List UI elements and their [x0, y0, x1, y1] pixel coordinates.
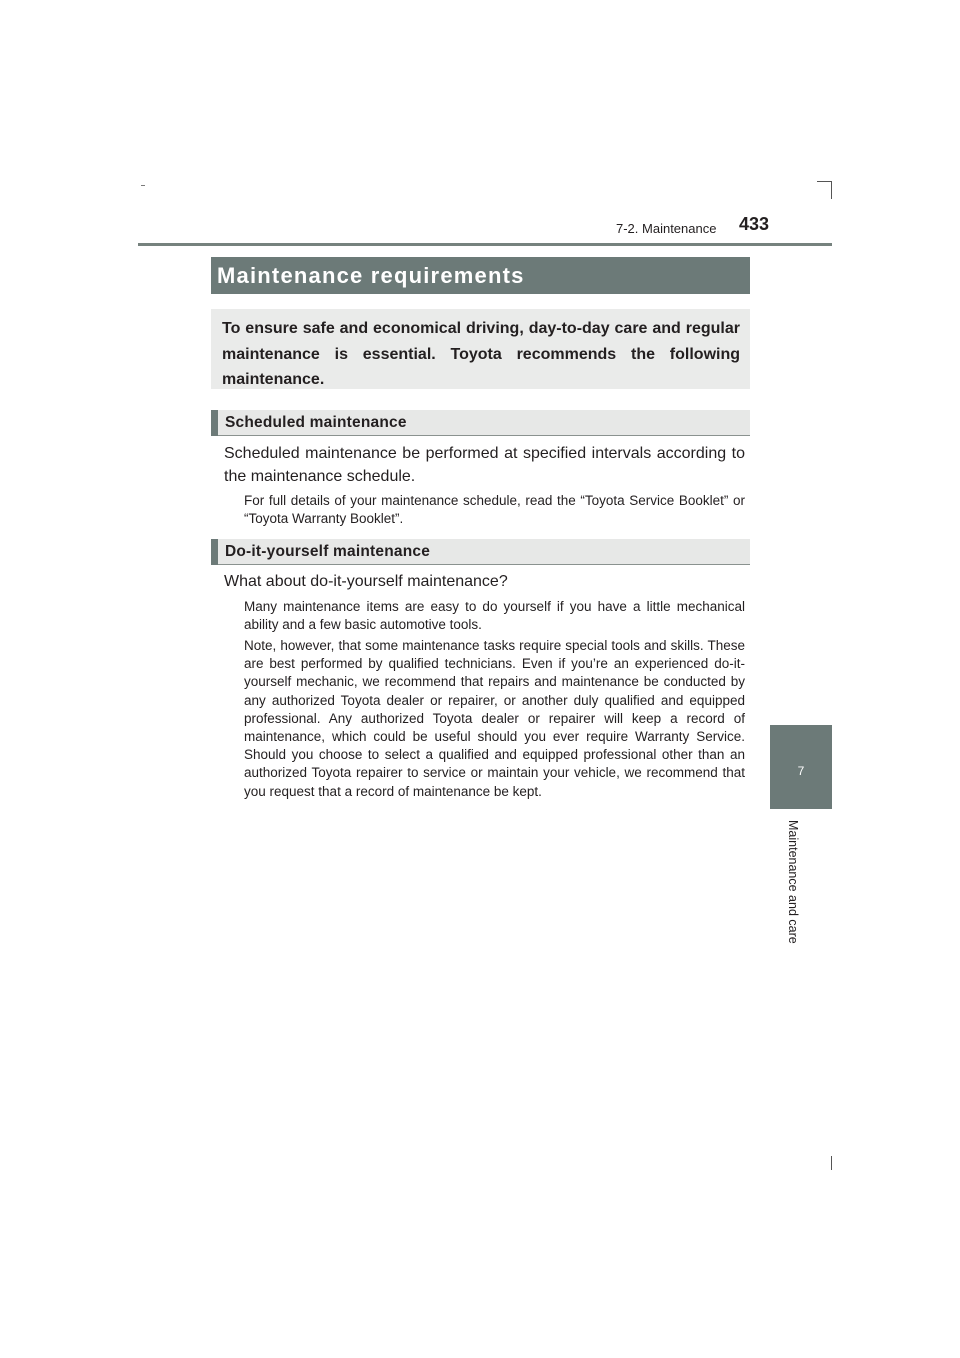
diy-note-2: Note, however, that some maintenance tasks require special tools and skills. These are best performed by qualified technicians. Even if you’re an experienced do-it-yourself mechanic, we recommend that repairs and maintenance be conducted by any authorized Toyota dealer or repairer, or another duly qualified and equipped professional. Any authorized Toyota dealer or repairer will keep a record of maintenance, which could be useful should you ever require Warranty Service. Should you choose to select a qualified and equipped professional other than an authorized Toyota repairer to service or maintain your vehicle, we recommend that you request that a record of maintenance be kept. [244, 638, 745, 799]
crop-mark-bottom-right [831, 1156, 832, 1170]
chapter-tab [770, 725, 832, 809]
section-heading-label: Scheduled maintenance [225, 414, 407, 431]
page-title: Maintenance requirements [211, 257, 750, 294]
scheduled-lead-text: Scheduled maintenance be performed at specified intervals according to the maintenance schedule. [224, 445, 745, 485]
scheduled-note: For full details of your maintenance schedule, read the “Toyota Service Booklet” or “Toyota Warranty Booklet”. [244, 493, 745, 527]
running-header-section: 7-2. Maintenance [616, 221, 717, 236]
chapter-tab-number: 7 [797, 764, 805, 778]
section-heading-marker [211, 539, 218, 565]
crop-mark-left [141, 185, 145, 186]
crop-mark-top-right-vertical [831, 181, 832, 199]
section-heading-diy [211, 539, 750, 565]
section-heading-label: Do-it-yourself maintenance [225, 543, 431, 560]
header-rule [138, 243, 832, 246]
intro-box: To ensure safe and economical driving, day-to-day care and regular maintenance is essential. Toyota recommends the following maintenance. [211, 309, 750, 389]
crop-mark-top-right-horizontal [817, 181, 832, 182]
diy-note-1: Many maintenance items are easy to do yourself if you have a little mechanical ability and a few basic automotive tools. [244, 599, 745, 633]
chapter-tab-label: Maintenance and care [786, 820, 800, 944]
page-number: 433 [739, 214, 770, 234]
diy-lead-text: What about do-it-yourself maintenance? [224, 573, 508, 590]
section-heading-marker [211, 410, 218, 436]
section-heading-scheduled [211, 410, 750, 436]
